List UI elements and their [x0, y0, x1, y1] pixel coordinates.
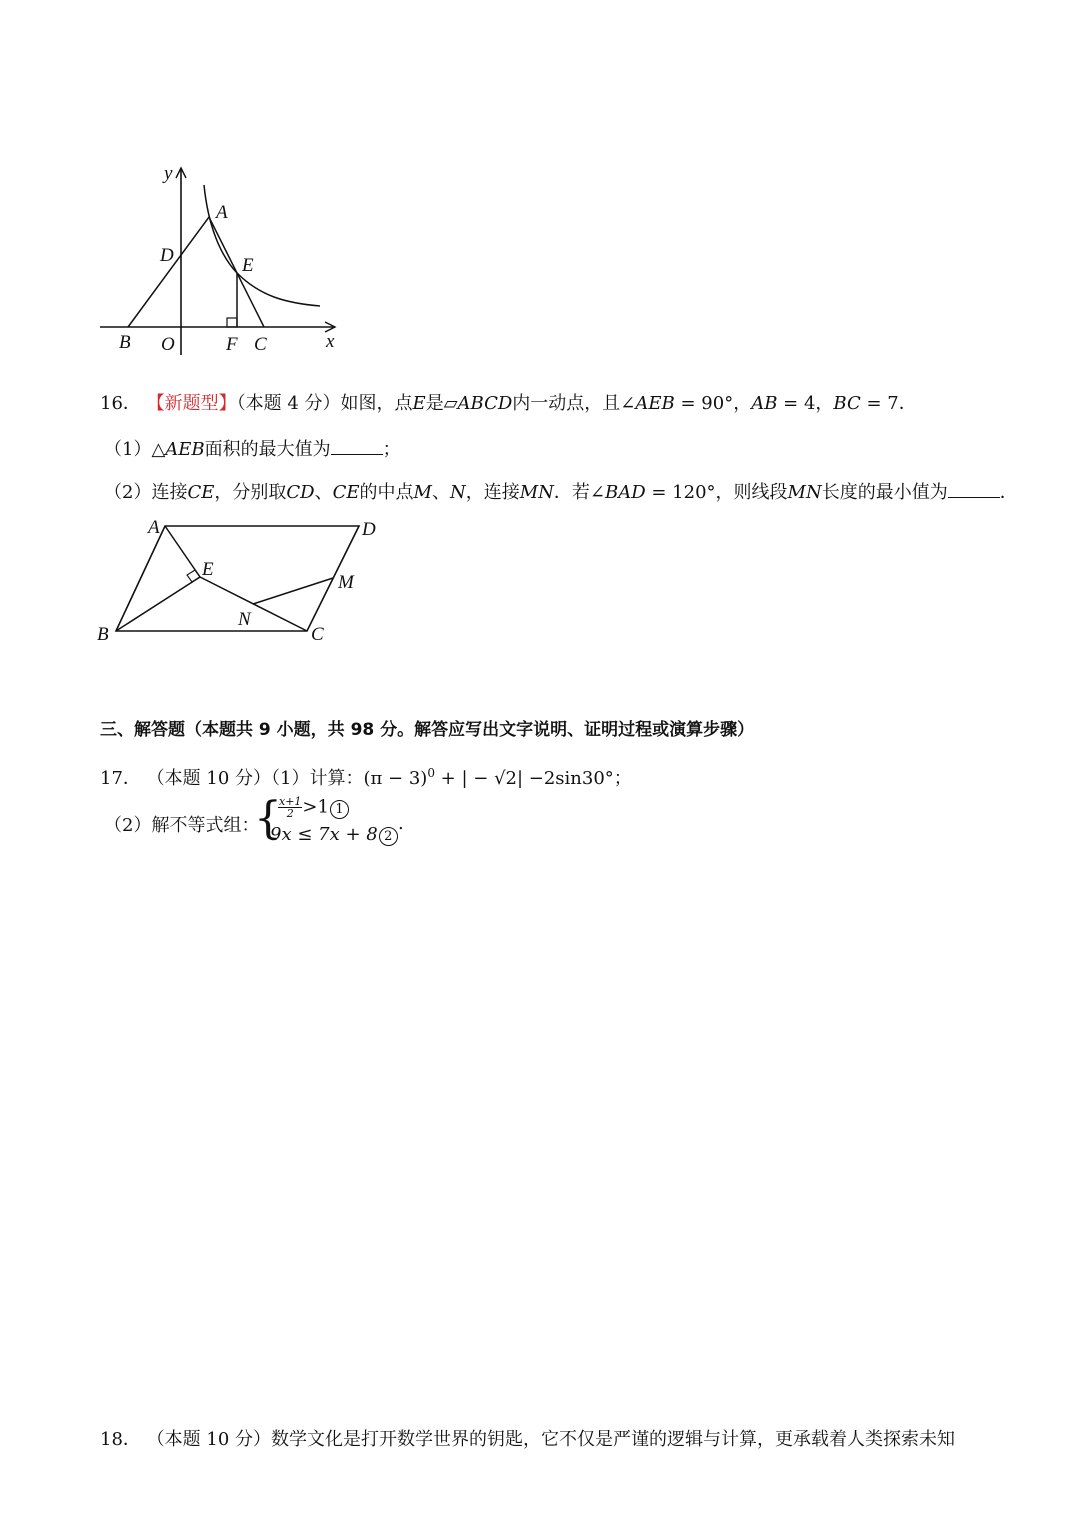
q17-number: 17． — [100, 768, 141, 789]
label-e: E — [202, 559, 214, 580]
label-f: F — [226, 334, 238, 355]
q16-ce: CE — [332, 482, 360, 503]
q18-text: 数学文化是打开数学世界的钥匙，它不仅是严谨的逻辑与计算，更承载着人类探索未知 — [271, 1429, 955, 1450]
q16-part2-text: ．若∠ — [553, 482, 605, 503]
q16-score: （本题 4 分） — [236, 393, 341, 414]
q17-part1-label: （1）计算： — [271, 768, 364, 789]
label-n: N — [238, 609, 251, 630]
coordinate-figure — [90, 160, 360, 365]
label-x: x — [326, 331, 335, 352]
q16-text: 是 — [425, 393, 444, 414]
q16-part2-end: ． — [999, 482, 1018, 503]
section-heading: 三、解答题（本题共 9 小题，共 98 分。解答应写出文字说明、证明过程或演算步骤） — [100, 720, 755, 740]
q16-angle: AEB — [635, 393, 675, 414]
q17-expr: (π − 3) — [363, 768, 428, 789]
label-b: B — [119, 332, 131, 353]
inequality-1 — [278, 796, 349, 819]
ineq2-text: 9x ≤ 7x + 8 — [270, 824, 378, 845]
answer-blank-1[interactable] — [331, 436, 383, 455]
circled-number-2: 2 — [379, 827, 398, 846]
q16-part2-text: ，分别取 — [214, 482, 287, 503]
q16-part2-text: ，连接 — [465, 482, 520, 503]
q17-part1 — [100, 761, 632, 791]
q17-part2-label: （2）解不等式组： — [104, 815, 260, 836]
q16-part1-text: 面积的最大值为 — [204, 439, 331, 460]
answer-blank-2[interactable] — [948, 479, 1000, 498]
q16-m: M — [413, 482, 432, 503]
system-brace: { — [254, 793, 282, 844]
label-y: y — [164, 163, 173, 184]
label-c: C — [254, 334, 267, 355]
fraction: $\frac{x+1}{2}$ — [279, 795, 302, 820]
q18-stem — [100, 1428, 955, 1452]
q16-number: 16． — [100, 393, 141, 414]
q16-text: 内一动点，且∠ — [512, 393, 636, 414]
label-o: O — [161, 334, 175, 355]
q16-tag: 【新题型】 — [146, 393, 237, 414]
q17-expr: + | − √2| −2sin30°； — [434, 768, 632, 789]
q16-text: = 4， — [777, 393, 834, 414]
q16-ce: CE — [187, 482, 215, 503]
q16-part2-text: 、 — [314, 482, 333, 503]
q16-parallelogram: ▱ABCD — [443, 393, 513, 414]
label-c: C — [311, 624, 324, 645]
q17-score: （本题 10 分） — [146, 768, 271, 789]
right-angle-mark — [227, 318, 237, 327]
q16-bad: BAD — [604, 482, 646, 503]
q16-part1-end: ； — [382, 439, 401, 460]
q16-part2-text: = 120°，则线段 — [645, 482, 788, 503]
q16-n: N — [449, 482, 466, 503]
label-a: A — [216, 202, 228, 223]
q16-point-e: E — [412, 393, 426, 414]
label-b: B — [97, 624, 109, 645]
inequality-2 — [270, 824, 398, 846]
label-d: D — [362, 519, 376, 540]
q16-text: = 7． — [860, 393, 917, 414]
parallelogram-figure — [92, 512, 392, 652]
q16-mn: MN — [519, 482, 554, 503]
q16-text: 如图，点 — [340, 393, 413, 414]
q16-stem — [100, 392, 917, 416]
q18-score: （本题 10 分） — [146, 1429, 271, 1450]
q16-part2-text: 的中点 — [359, 482, 414, 503]
q16-text: = 90°， — [674, 393, 752, 414]
q16-part2-text: 、 — [431, 482, 450, 503]
segment-ae — [165, 526, 200, 577]
q16-triangle: AEB — [165, 439, 205, 460]
circled-number-1: 1 — [330, 800, 349, 819]
q16-part2-label: （2）连接 — [104, 482, 188, 503]
q17-exponent: 0 — [427, 766, 435, 780]
ineq1-rest: >1 — [302, 796, 329, 818]
right-angle-mark — [187, 570, 200, 582]
label-a: A — [148, 517, 160, 538]
q18-number: 18． — [100, 1429, 141, 1450]
period: . — [398, 813, 404, 834]
q16-bc: BC — [833, 393, 861, 414]
q16-mn: MN — [787, 482, 822, 503]
q16-part2-text: 长度的最小值为 — [821, 482, 948, 503]
q16-part1-label: （1）△ — [104, 439, 166, 460]
q16-ab: AB — [751, 393, 778, 414]
q16-part2 — [104, 479, 1018, 505]
label-d: D — [160, 245, 174, 266]
label-m: M — [338, 572, 354, 593]
q16-cd: CD — [286, 482, 315, 503]
label-e: E — [242, 255, 254, 276]
segment-nm — [253, 578, 333, 604]
q16-part1 — [104, 436, 401, 462]
